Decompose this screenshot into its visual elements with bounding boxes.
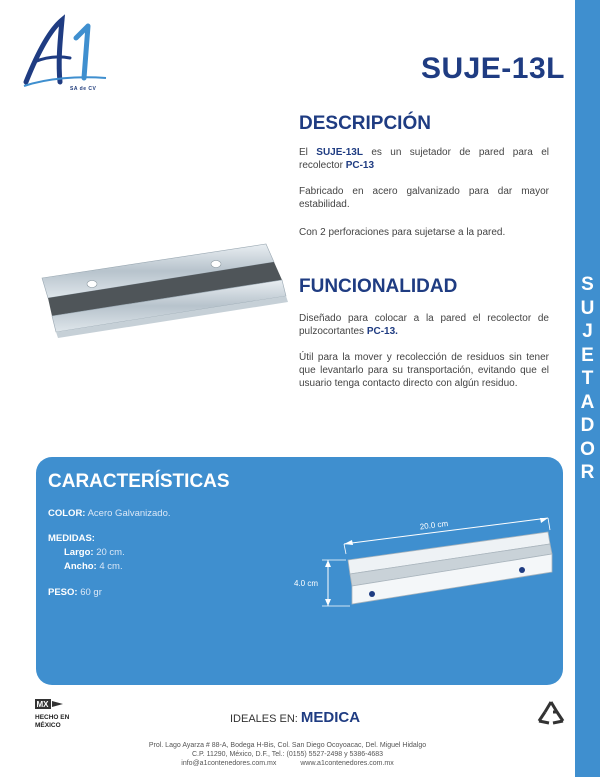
product-code: SUJE-13L [420,52,565,85]
side-letter: U [580,297,595,319]
color-spec: COLOR: Acero Galvanizado. [48,508,171,519]
weight-spec: PESO: 60 gr [48,587,102,598]
functionality-paragraph-2: Útil para la mover y recolección de residuos sin tener que levantarlo para su transportación, evitando que el usuario tenga contacto directo con algún residuo. [299,352,549,389]
length-dimension-label: 20.0 cm [419,519,449,532]
svg-text:MX: MX [36,700,49,709]
product-code-inline: SUJE-13L [316,147,363,158]
description-title: DESCRIPCIÓN [299,113,431,134]
ideal-for-value: MEDICA [300,709,361,726]
website-link[interactable]: www.a1contenedores.com.mx [300,760,394,767]
side-letter: O [580,438,595,460]
functionality-title: FUNCIONALIDAD [299,276,458,297]
measures-label: MEDIDAS: [48,533,95,544]
description-paragraph-1: El SUJE-13L es un sujetador de pared para el recolector PC-13 [299,147,549,171]
side-label [575,273,600,485]
description-paragraph-3: Con 2 perforaciones para sujetarse a la pared. [299,227,506,238]
side-letter: S [581,274,594,295]
characteristics-title: CARACTERÍSTICAS [48,471,230,492]
svg-text:HECHO EN: HECHO EN [35,714,70,721]
brand-logo [18,12,108,92]
side-letter: D [580,415,595,436]
side-letter: R [580,462,595,483]
recycle-icon [536,699,566,729]
collector-ref: PC-13 [345,160,375,171]
contact-line [0,760,575,767]
dimension-drawing [290,510,560,640]
made-in-mexico-badge [33,697,75,731]
side-letter: J [582,321,593,342]
side-letter: E [581,344,594,366]
length-spec: Largo: 20 cm. [64,547,125,558]
address-line-2: C.P. 11290, México, D.F., Tel.: (0155) 5527-2498 y 5386-4683 [191,751,384,758]
svg-text:MÉXICO: MÉXICO [35,722,61,729]
collector-ref: PC-13. [366,326,398,337]
email-link[interactable]: info@a1contenedores.com.mx [181,760,277,767]
functionality-paragraph-1: Diseñado para colocar a la pared el recolector de pulzocortantes PC-13. [299,313,549,337]
ideal-for: IDEALES EN: MEDICA [230,709,361,726]
width-spec: Ancho: 4 cm. [64,561,123,572]
side-letter: A [580,391,595,413]
address-line-1: Prol. Lago Ayarza # 88-A, Bodega H-Bis, Col. San Diego Ocoyoacac, Del. Miguel Hidalgo [148,742,427,749]
product-photo [30,240,290,350]
height-dimension-label: 4.0 cm [294,579,319,588]
side-letter: T [581,368,594,389]
description-paragraph-2: Fabricado en acero galvanizado para dar mayor estabilidad. [299,186,549,210]
logo-subtitle: SA de CV [70,86,97,92]
